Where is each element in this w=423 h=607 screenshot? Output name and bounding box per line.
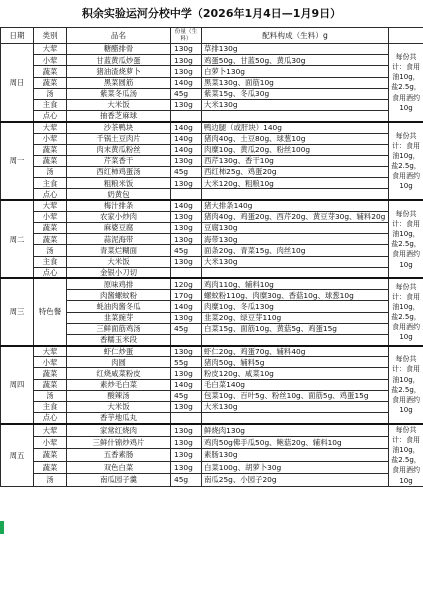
category-cell: 蔬菜 (34, 223, 67, 234)
quantity-cell (171, 111, 202, 122)
ingredients-cell: 猪肉40g、土豆80g、球葱10g (202, 133, 389, 144)
table-row (1, 44, 423, 55)
category-cell: 大荤 (34, 44, 67, 55)
table-row (1, 256, 423, 267)
ingredients-cell: 草排130g (202, 44, 389, 55)
category-cell: 蔬菜 (34, 144, 67, 155)
dish-name: 蒜泥海带 (67, 234, 171, 245)
table-row (1, 122, 423, 133)
dish-name: 南瓜园子羹 (67, 474, 171, 486)
dish-name: 猪油渣烧萝卜 (67, 66, 171, 77)
quantity-cell: 45g (171, 245, 202, 256)
dish-name: 麻婆豆腐 (67, 223, 171, 234)
table-row (1, 474, 423, 486)
dish-name: 黑菜圆筋 (67, 77, 171, 88)
ingredients-cell: 白萝卜130g (202, 66, 389, 77)
quantity-cell: 45g (171, 167, 202, 178)
category-cell: 蔬菜 (34, 449, 67, 461)
category-cell: 特色餐 (34, 278, 67, 345)
dish-name: 双色白菜 (67, 461, 171, 473)
table-row (1, 66, 423, 77)
quantity-cell (171, 267, 202, 278)
dish-name: 抽香芝麻球 (67, 111, 171, 122)
ingredients-cell: 大米130g (202, 256, 389, 267)
table-row (1, 111, 423, 122)
ingredients-cell: 虾仁20g、鸡蛋70g、辅料40g (202, 346, 389, 357)
ingredients-cell: 肉糜10g、黄瓜20g、粉丝100g (202, 144, 389, 155)
ingredients-cell: 黑菜130g、面筋10g (202, 77, 389, 88)
ingredients-cell: 鲜烧肉130g (202, 424, 389, 436)
dish-name: 金银小刀切 (67, 267, 171, 278)
quantity-cell (171, 413, 202, 424)
category-cell: 点心 (34, 189, 67, 200)
quantity-cell: 130g (171, 346, 202, 357)
category-cell: 汤 (34, 390, 67, 401)
dish-name: 青菜烂糊面 (67, 245, 171, 256)
dish-name: 千锅土豆肉片 (67, 133, 171, 144)
quantity-cell (171, 189, 202, 200)
quantity-cell: 170g (171, 290, 202, 301)
header-category: 类别 (34, 28, 67, 44)
table-row (1, 402, 423, 413)
table-row (1, 346, 423, 357)
day-cell: 周日 (1, 44, 34, 122)
table-row (1, 267, 423, 278)
header-dish: 品名 (67, 28, 171, 44)
ingredients-cell: 包菜10g、百叶5g、粉丝10g、面筋5g、鸡蛋15g (202, 390, 389, 401)
day-cell: 周五 (1, 424, 34, 486)
dish-name: 红烧咸菜粉皮 (67, 368, 171, 379)
ingredients-cell (202, 413, 389, 424)
table-row (1, 357, 423, 368)
table-row (1, 155, 423, 166)
table-row (1, 133, 423, 144)
quantity-cell: 130g (171, 402, 202, 413)
dish-name: 梅汁排条 (67, 200, 171, 211)
dish-name: 韭菜豌芽 (67, 312, 171, 323)
dish-name: 大米饭 (67, 99, 171, 110)
category-cell: 蔬菜 (34, 155, 67, 166)
quantity-cell: 130g (171, 449, 202, 461)
quantity-cell: 130g (171, 234, 202, 245)
day-cell: 周二 (1, 200, 34, 278)
ingredients-cell: 粉皮120g、咸菜10g (202, 368, 389, 379)
quantity-cell: 130g (171, 99, 202, 110)
dish-name: 糖醋排骨 (67, 44, 171, 55)
quantity-cell: 140g (171, 122, 202, 133)
dish-name: 三鲜什锦炒鸡片 (67, 436, 171, 448)
quantity-cell: 45g (171, 390, 202, 401)
dish-name: 农家小炒肉 (67, 211, 171, 222)
category-cell: 蔬菜 (34, 234, 67, 245)
day-cell: 周三 (1, 278, 34, 345)
table-row (1, 413, 423, 424)
menu-table (0, 27, 423, 487)
seasoning-note: 每份共计：食用油10g，盐2.5g，食用酒约10g (389, 200, 423, 278)
table-row (1, 77, 423, 88)
ingredients-cell: 大米130g (202, 402, 389, 413)
category-cell: 大荤 (34, 346, 67, 357)
table-row (1, 189, 423, 200)
dish-name: 粗粮米饭 (67, 178, 171, 189)
table-row (1, 178, 423, 189)
dish-name: 甘蓝黄瓜炒蛋 (67, 55, 171, 66)
table-row (1, 234, 423, 245)
dish-name: 大米饭 (67, 256, 171, 267)
table-row (1, 245, 423, 256)
category-cell: 汤 (34, 245, 67, 256)
category-cell: 点心 (34, 413, 67, 424)
ingredients-cell: 海带130g (202, 234, 389, 245)
header-row (1, 28, 423, 44)
quantity-cell: 140g (171, 301, 202, 312)
quantity-cell: 130g (171, 178, 202, 189)
table-row (1, 368, 423, 379)
ingredients-cell (202, 334, 389, 345)
ingredients-cell (202, 189, 389, 200)
category-cell: 小荤 (34, 211, 67, 222)
header-quantity: 份量（生料） (171, 28, 202, 44)
ingredients-cell: 肉糜10g、冬瓜130g (202, 301, 389, 312)
quantity-cell: 140g (171, 200, 202, 211)
quantity-cell: 140g (171, 133, 202, 144)
table-row (1, 424, 423, 436)
dish-name: 沙茶鸭块 (67, 122, 171, 133)
dish-name: 香芋地瓜丸 (67, 413, 171, 424)
ingredients-cell: 鸡肉50g佛手瓜50g、鲍菇20g、辅料10g (202, 436, 389, 448)
category-cell: 蔬菜 (34, 368, 67, 379)
quantity-cell: 140g (171, 379, 202, 390)
category-cell: 主食 (34, 402, 67, 413)
category-cell: 点心 (34, 111, 67, 122)
page-title: 积余实验运河分校中学（2026年1月4日—1月9日） (81, 7, 342, 20)
header-ingredients: 配料构成（生料）g (202, 28, 389, 44)
table-row (1, 99, 423, 110)
ingredients-cell: 素肠130g (202, 449, 389, 461)
category-cell: 主食 (34, 178, 67, 189)
dish-name: 香糯玉米段 (67, 334, 171, 345)
ingredients-cell: 大米120g、粗粮10g (202, 178, 389, 189)
quantity-cell: 130g (171, 461, 202, 473)
category-cell: 蔬菜 (34, 66, 67, 77)
table-row (1, 200, 423, 211)
quantity-cell: 130g (171, 368, 202, 379)
ingredients-cell: 白菜100g、胡萝卜30g (202, 461, 389, 473)
category-cell: 小荤 (34, 357, 67, 368)
dish-name: 芹菜香干 (67, 155, 171, 166)
dish-name: 紫菜冬瓜汤 (67, 88, 171, 99)
dish-name: 西红柿鸡蛋汤 (67, 167, 171, 178)
ingredients-cell: 西芹130g、香干10g (202, 155, 389, 166)
ingredients-cell: 大米130g (202, 99, 389, 110)
table-row (1, 278, 423, 289)
dish-name: 五香素肠 (67, 449, 171, 461)
seasoning-note: 每份共计：食用油10g，盐2.5g，食用酒约10g (389, 122, 423, 200)
table-row (1, 55, 423, 66)
ingredients-cell: 白菜15g、面筋10g、黄菇5g、鸡蛋15g (202, 323, 389, 334)
table-row (1, 167, 423, 178)
table-row (1, 461, 423, 473)
quantity-cell (171, 334, 202, 345)
quantity-cell: 130g (171, 155, 202, 166)
category-cell: 汤 (34, 88, 67, 99)
header-note (389, 28, 423, 44)
quantity-cell: 45g (171, 474, 202, 486)
category-cell: 蔬菜 (34, 77, 67, 88)
table-row (1, 436, 423, 448)
dish-name: 酸辣汤 (67, 390, 171, 401)
category-cell: 点心 (34, 267, 67, 278)
quantity-cell: 45g (171, 323, 202, 334)
dish-name: 大米饭 (67, 402, 171, 413)
seasoning-note: 每份共计：食用油10g，盐2.5g，食用酒约10g (389, 44, 423, 122)
day-cell: 周四 (1, 346, 34, 424)
dish-name: 原味鸡排 (67, 278, 171, 289)
day-cell: 周一 (1, 122, 34, 200)
seasoning-note: 每份共计：食用油10g，盐2.5g，食用酒约10g (389, 278, 423, 345)
ingredients-cell: 鸭边腿（或肝块）140g (202, 122, 389, 133)
table-row (1, 211, 423, 222)
quantity-cell: 140g (171, 77, 202, 88)
quantity-cell: 130g (171, 55, 202, 66)
dish-name: 家常红烧肉 (67, 424, 171, 436)
quantity-cell: 140g (171, 144, 202, 155)
ingredients-cell (202, 111, 389, 122)
dish-name: 肉圆 (67, 357, 171, 368)
ingredients-cell: 南瓜25g、小园子20g (202, 474, 389, 486)
quantity-cell: 130g (171, 223, 202, 234)
category-cell: 蔬菜 (34, 379, 67, 390)
ingredients-cell: 螺蚊粉110g、肉糜30g、香菇10g、球葱10g (202, 290, 389, 301)
ingredients-cell: 猪肉40g、鸡蛋20g、西芹20g、黄豆芽30g、辅料20g (202, 211, 389, 222)
dish-name: 肉酱螺蚊粉 (67, 290, 171, 301)
quantity-cell: 130g (171, 256, 202, 267)
dish-name: 奶黄包 (67, 189, 171, 200)
quantity-cell: 130g (171, 312, 202, 323)
table-row (1, 390, 423, 401)
category-cell: 小荤 (34, 436, 67, 448)
ingredients-cell: 紫菜15g、冬瓜30g (202, 88, 389, 99)
ingredients-cell: 面条20g、青菜15g、肉丝10g (202, 245, 389, 256)
category-cell: 汤 (34, 474, 67, 486)
quantity-cell: 45g (171, 88, 202, 99)
table-row (1, 379, 423, 390)
category-cell: 大荤 (34, 122, 67, 133)
table-row (1, 449, 423, 461)
ingredients-cell: 猪肉50g、辅料5g (202, 357, 389, 368)
quantity-cell: 120g (171, 278, 202, 289)
seasoning-note: 每份共计：食用油10g，盐2.5g，食用酒约10g (389, 346, 423, 424)
dish-name: 肉末黄瓜粉丝 (67, 144, 171, 155)
quantity-cell: 55g (171, 357, 202, 368)
category-cell: 主食 (34, 99, 67, 110)
category-cell: 大荤 (34, 200, 67, 211)
table-row (1, 223, 423, 234)
quantity-cell: 130g (171, 44, 202, 55)
ingredients-cell: 毛白菜140g (202, 379, 389, 390)
category-cell: 小荤 (34, 133, 67, 144)
header-day: 日期 (1, 28, 34, 44)
ingredients-cell: 韭菜20g、绿豆芽110g (202, 312, 389, 323)
ingredients-cell: 豆腐130g (202, 223, 389, 234)
table-row (1, 144, 423, 155)
category-cell: 蔬菜 (34, 461, 67, 473)
dish-name: 素炒毛白菜 (67, 379, 171, 390)
quantity-cell: 130g (171, 66, 202, 77)
dish-name: 蚝油肉酱冬瓜 (67, 301, 171, 312)
ingredients-cell: 西红柿25g、鸡蛋20g (202, 167, 389, 178)
quantity-cell: 130g (171, 424, 202, 436)
category-cell: 大荤 (34, 424, 67, 436)
dish-name: 虾仁炒蛋 (67, 346, 171, 357)
category-cell: 主食 (34, 256, 67, 267)
dish-name: 三鲜面筋鸡汤 (67, 323, 171, 334)
seasoning-note: 每份共计：食用油10g，盐2.5g，食用酒约10g (389, 424, 423, 486)
category-cell: 小荤 (34, 55, 67, 66)
quantity-cell: 130g (171, 211, 202, 222)
quantity-cell: 130g (171, 436, 202, 448)
selection-marker (0, 521, 4, 534)
ingredients-cell: 猪大排条140g (202, 200, 389, 211)
ingredients-cell: 鸡蛋50g、甘蓝50g、黄瓜30g (202, 55, 389, 66)
ingredients-cell (202, 267, 389, 278)
table-row (1, 88, 423, 99)
ingredients-cell: 鸡肉110g、辅料10g (202, 278, 389, 289)
category-cell: 汤 (34, 167, 67, 178)
